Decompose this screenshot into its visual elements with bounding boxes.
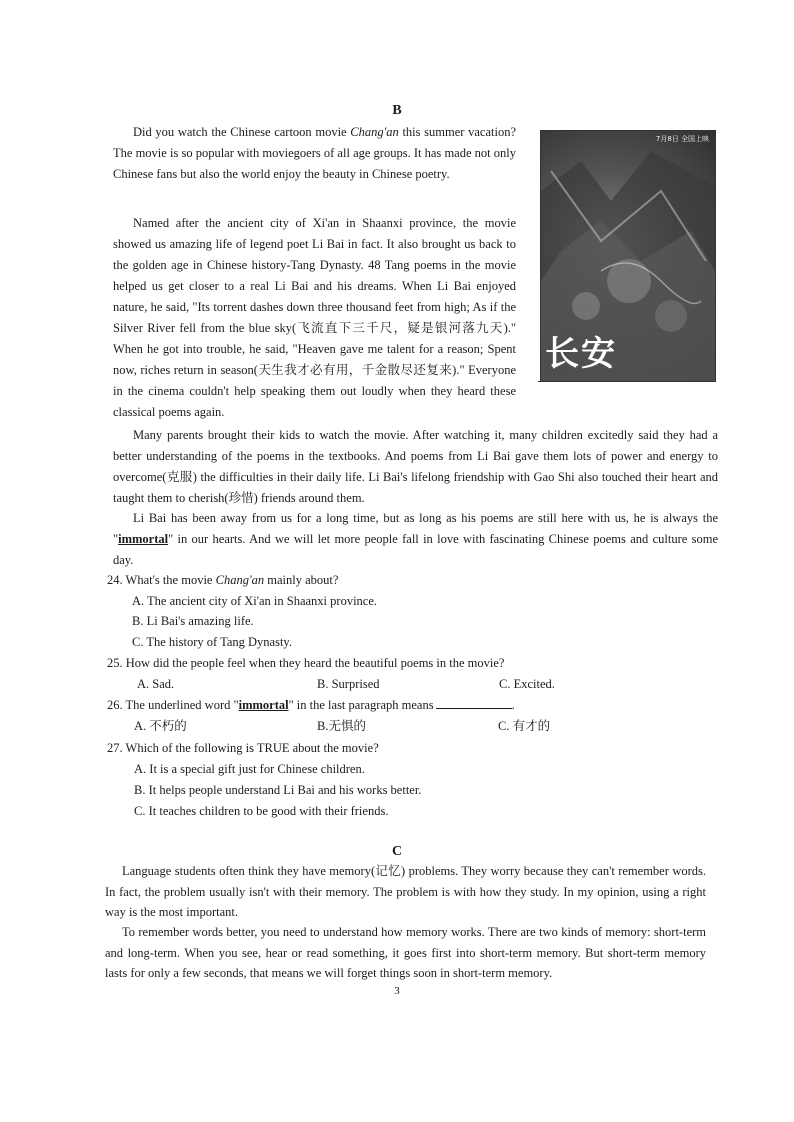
question-24-option-c: C. The history of Tang Dynasty.	[132, 635, 292, 649]
page-number: 3	[394, 985, 400, 997]
question-24-option-b: B. Li Bai's amazing life.	[132, 614, 254, 628]
passage-b-paragraph-4: Li Bai has been away from us for a long time, but as long as his poems are still here with us, he is always the "immortal" in our hearts. And we will let more people fall in love with fascinating Chinese poems and culture some day.	[113, 511, 718, 567]
question-26-option-a: A. 不朽的	[134, 719, 187, 733]
question-27-option-c: C. It teaches children to be good with their friends.	[134, 804, 389, 818]
question-27-option-b: B. It helps people understand Li Bai and his works better.	[134, 783, 422, 797]
passage-b-paragraph-1: Did you watch the Chinese cartoon movie Chang'an this summer vacation? The movie is so popular with moviegoers of all age groups. It has made not only Chinese fans but also the world enjoy the beauty in Chinese poetry.	[113, 125, 516, 181]
question-25-option-c: C. Excited.	[499, 677, 555, 691]
section-c-title: C	[391, 844, 403, 859]
question-25-option-b: B. Surprised	[317, 677, 380, 691]
passage-b-paragraph-2: Named after the ancient city of Xi'an in Shaanxi province, the movie showed us amazing life of legend poet Li Bai in fact. It also brought us back to the golden age in Chinese history-Tang Dynasty. 48 Tang poems in the movie helped us get closer to a real Li Bai and his dreams. When Li Bai enjoyed nature, he said, "Its torrent dashes down three thousand feet from high; As if the Silver River fell from the blue sky(飞流直下三千尺，疑是银河落九天)." When he got into trouble, he said, "Heaven gave me talent for a reason; Spent now, riches return in season(天生我才必有用，千金散尽还复来)." Everyone in the cinema couldn't help speaking them out loudly when they heard these classical poems again.	[113, 216, 516, 419]
question-26-option-b: B.无惧的	[317, 719, 366, 733]
poster-release-date: 7月8日 全国上映	[655, 135, 709, 143]
passage-c-paragraph-1: Language students often think they have memory(记忆) problems. They worry because they can't remember words. In fact, the problem usually isn't with their memory. The problem is with how they study. In my opinion, using a right way is the most important.	[105, 864, 706, 919]
passage-b-paragraph-3: Many parents brought their kids to watch the movie. After watching it, many children excitedly said they had a better understanding of the poems in the textbooks. And poems from Li Bai gave them lots of power and energy to overcome(克服) the difficulties in their daily life. Li Bai's lifelong friendship with Gao Shi also touched their heart and taught them to cherish(珍惜) friends around them.	[113, 428, 718, 505]
passage-c-paragraph-2: To remember words better, you need to understand how memory works. There are two kinds of memory: short-term and long-term. When you see, hear or read something, it goes first into short-term memory. But short-term memory lasts for only a few seconds, that means we will forget things soon in short-term memory.	[105, 925, 706, 980]
question-27: 27. Which of the following is TRUE about the movie?	[107, 741, 379, 755]
poster-divider	[538, 381, 716, 382]
movie-poster-image	[540, 130, 716, 382]
question-24: 24. What's the movie Chang'an mainly about?	[107, 573, 339, 587]
question-25: 25. How did the people feel when they heard the beautiful poems in the movie?	[107, 656, 505, 670]
question-25-option-a: A. Sad.	[137, 677, 175, 691]
question-27-option-a: A. It is a special gift just for Chinese children.	[134, 762, 365, 776]
question-24-option-a: A. The ancient city of Xi'an in Shaanxi province.	[132, 594, 378, 608]
question-26: 26. The underlined word "immortal" in the last paragraph means .	[107, 698, 515, 712]
question-26-option-c: C. 有才的	[498, 719, 551, 733]
section-b-title: B	[392, 103, 402, 118]
poster-title: 长安	[545, 334, 617, 374]
answer-blank	[436, 696, 512, 709]
